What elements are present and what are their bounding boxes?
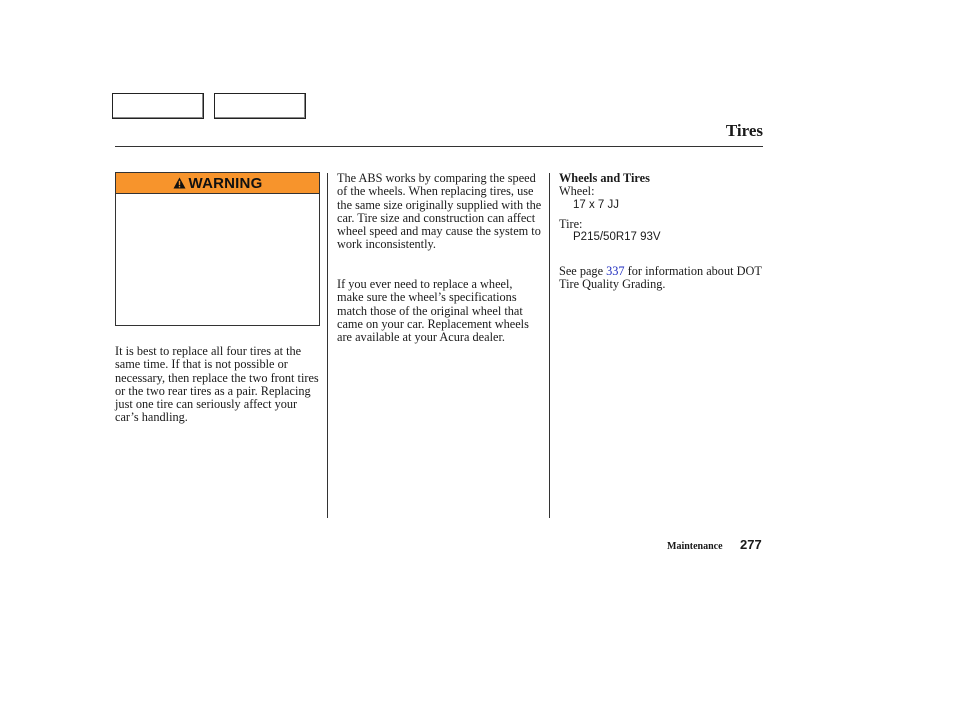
specs-heading: Wheels and Tires xyxy=(559,171,650,185)
header-rule xyxy=(115,146,763,147)
abs-paragraph: The ABS works by comparing the speed of the wheels. When replacing tires, use the same size originally supplied with the car. Tire size and construction can affect wheel speed and may cause the system to work inconsistently. xyxy=(337,171,542,252)
warning-label: WARNING xyxy=(188,174,263,192)
page-link[interactable]: 337 xyxy=(606,264,625,278)
column-divider xyxy=(549,173,550,518)
nav-button-next[interactable] xyxy=(214,93,306,119)
page-number: 277 xyxy=(740,537,762,552)
warning-header xyxy=(116,173,319,194)
wheel-value: 17 x 7 JJ xyxy=(573,198,620,211)
nav-button-previous[interactable] xyxy=(112,93,204,119)
tire-replacement-paragraph: It is best to replace all four tires at the same time. If that is not possible or necessary, then replace the two front tires or the two rear tires as a pair. Replacing just one tire can seriously affect your car’s handling. xyxy=(115,344,319,425)
wheels-and-tires-specs xyxy=(559,172,769,244)
warning-box xyxy=(115,172,320,326)
warning-triangle-icon xyxy=(173,177,186,189)
section-title: Tires xyxy=(725,121,763,140)
tire-label: Tire: xyxy=(559,216,583,231)
tire-value: P215/50R17 93V xyxy=(573,231,661,244)
wheel-replacement-paragraph: If you ever need to replace a wheel, make sure the wheel’s specifications match those of the original wheel that came on your car. Replacement wheels are available at your Acura dealer. xyxy=(337,277,529,345)
see-page-prefix: See page xyxy=(559,264,607,278)
wheel-label: Wheel: xyxy=(559,184,595,199)
see-page-note xyxy=(559,265,764,292)
column-divider xyxy=(327,173,328,518)
footer-section: Maintenance xyxy=(667,541,723,552)
see-page-suffix: for information about DOT Tire Quality Grading. xyxy=(559,264,762,292)
